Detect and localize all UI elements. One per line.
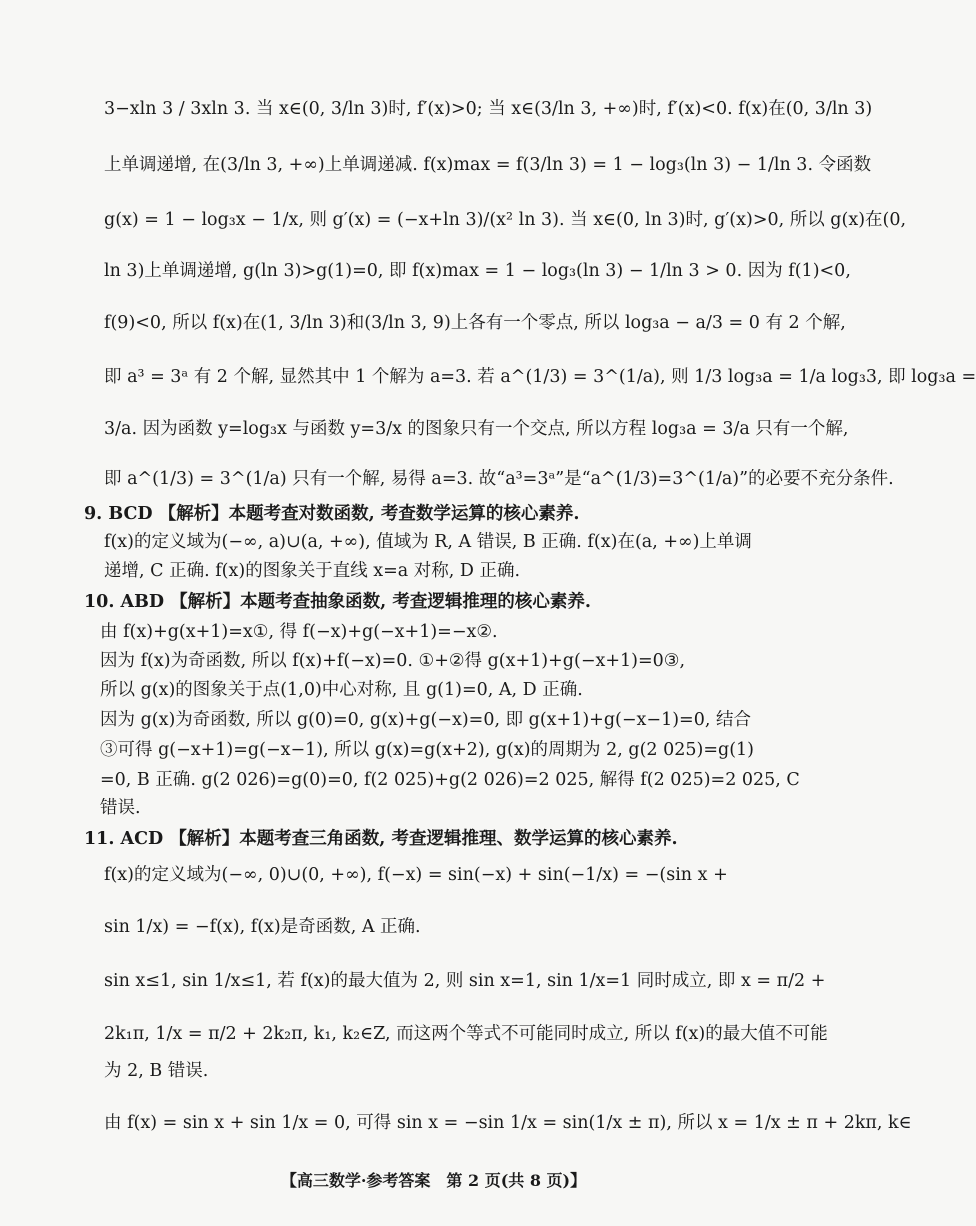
text-line: 为 2, B 错误. [104, 1061, 209, 1081]
text-line: =0, B 正确. g(2 026)=g(0)=0, f(2 025)+g(2 026)=2 025, 解得 f(2 025)=2 025, C [100, 770, 800, 790]
question-10-header: 10. ABD 【解析】本题考查抽象函数, 考查逻辑推理的核心素养. [84, 592, 591, 612]
text-line: sin x≤1, sin 1/x≤1, 若 f(x)的最大值为 2, 则 sin x=1, sin 1/x=1 同时成立, 即 x = π/2 + [104, 971, 826, 991]
text-line: ③可得 g(−x+1)=g(−x−1), 所以 g(x)=g(x+2), g(x)的周期为 2, g(2 025)=g(1) [100, 740, 754, 760]
text-line: 由 f(x)+g(x+1)=x①, 得 f(−x)+g(−x+1)=−x②. [100, 622, 498, 642]
text-line: 所以 g(x)的图象关于点(1,0)中心对称, 且 g(1)=0, A, D 正确. [100, 680, 583, 700]
text-line: 因为 f(x)为奇函数, 所以 f(x)+f(−x)=0. ①+②得 g(x+1)+g(−x+1)=0③, [100, 651, 686, 671]
text-line: 错误. [100, 798, 141, 818]
question-9-header: 9. BCD 【解析】本题考查对数函数, 考查数学运算的核心素养. [84, 504, 580, 524]
text-line: 因为 g(x)为奇函数, 所以 g(0)=0, g(x)+g(−x)=0, 即 g(x+1)+g(−x−1)=0, 结合 [100, 710, 751, 730]
text-line: 即 a³ = 3ᵃ 有 2 个解, 显然其中 1 个解为 a=3. 若 a^(1/3) = 3^(1/a), 则 1/3 log₃a = 1/a log₃3, 即 log₃a = [104, 367, 976, 387]
text-line: 即 a^(1/3) = 3^(1/a) 只有一个解, 易得 a=3. 故“a³=3ᵃ”是“a^(1/3)=3^(1/a)”的必要不充分条件. [104, 469, 894, 489]
text-line: 3−xln 3 / 3xln 3. 当 x∈(0, 3/ln 3)时, f′(x)>0; 当 x∈(3/ln 3, +∞)时, f′(x)<0. f(x)在(0, 3/ln 3) [104, 99, 873, 119]
page-footer: 【高三数学·参考答案 第 2 页(共 8 页)】 [280, 1171, 587, 1190]
text-line: f(9)<0, 所以 f(x)在(1, 3/ln 3)和(3/ln 3, 9)上各有一个零点, 所以 log₃a − a/3 = 0 有 2 个解, [104, 313, 846, 333]
text-line: f(x)的定义域为(−∞, 0)∪(0, +∞), f(−x) = sin(−x) + sin(−1/x) = −(sin x + [104, 865, 728, 885]
text-line: 由 f(x) = sin x + sin 1/x = 0, 可得 sin x = −sin 1/x = sin(1/x ± π), 所以 x = 1/x ± π + 2kπ, k∈ [104, 1113, 912, 1133]
text-line: g(x) = 1 − log₃x − 1/x, 则 g′(x) = (−x+ln 3)/(x² ln 3). 当 x∈(0, ln 3)时, g′(x)>0, 所以 g(x)在(0, [104, 210, 907, 230]
text-line: 3/a. 因为函数 y=log₃x 与函数 y=3/x 的图象只有一个交点, 所以方程 log₃a = 3/a 只有一个解, [104, 419, 849, 439]
text-line: ln 3)上单调递增, g(ln 3)>g(1)=0, 即 f(x)max = 1 − log₃(ln 3) − 1/ln 3 > 0. 因为 f(1)<0, [104, 261, 851, 281]
text-line: f(x)的定义域为(−∞, a)∪(a, +∞), 值域为 R, A 错误, B 正确. f(x)在(a, +∞)上单调 [104, 532, 752, 552]
text-line: sin 1/x) = −f(x), f(x)是奇函数, A 正确. [104, 917, 421, 937]
text-line: 上单调递增, 在(3/ln 3, +∞)上单调递减. f(x)max = f(3/ln 3) = 1 − log₃(ln 3) − 1/ln 3. 令函数 [104, 155, 872, 175]
text-line: 递增, C 正确. f(x)的图象关于直线 x=a 对称, D 正确. [104, 561, 521, 581]
question-11-header: 11. ACD 【解析】本题考查三角函数, 考查逻辑推理、数学运算的核心素养. [84, 829, 678, 849]
text-line: 2k₁π, 1/x = π/2 + 2k₂π, k₁, k₂∈Z, 而这两个等式不可能同时成立, 所以 f(x)的最大值不可能 [104, 1024, 828, 1044]
